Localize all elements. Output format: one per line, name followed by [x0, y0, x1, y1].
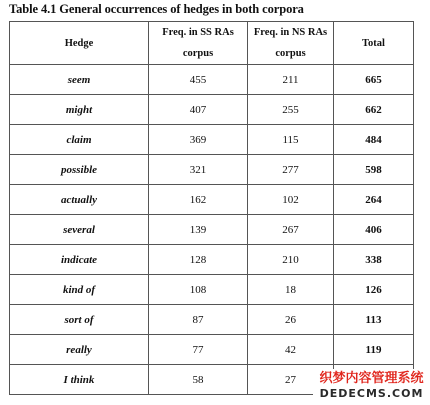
- header-hedge: Hedge: [10, 22, 149, 65]
- ns-freq-cell: 277: [248, 155, 334, 185]
- ns-freq-cell: 27: [248, 365, 334, 395]
- total-cell: 484: [334, 125, 414, 155]
- table-caption: Table 4.1 General occurrences of hedges in both corpora: [9, 2, 304, 16]
- hedge-cell: several: [10, 215, 149, 245]
- table-row: [10, 125, 414, 155]
- hedge-cell: possible: [10, 155, 149, 185]
- ss-freq-cell: 455: [149, 65, 248, 95]
- table-row: [10, 155, 414, 185]
- ns-freq-cell: 115: [248, 125, 334, 155]
- table-row: [10, 95, 414, 125]
- ss-freq-cell: 321: [149, 155, 248, 185]
- header-ss-freq: [149, 22, 248, 65]
- total-cell: 126: [334, 275, 414, 305]
- ss-freq-cell: 108: [149, 275, 248, 305]
- hedge-cell: really: [10, 335, 149, 365]
- total-cell: 264: [334, 185, 414, 215]
- total-cell: 598: [334, 155, 414, 185]
- hedge-cell: actually: [10, 185, 149, 215]
- header-ss-freq-line1: Freq. in SS RAs: [162, 27, 234, 38]
- header-ns-freq: [248, 22, 334, 65]
- total-cell: 662: [334, 95, 414, 125]
- ss-freq-cell: 162: [149, 185, 248, 215]
- hedge-cell: sort of: [10, 305, 149, 335]
- table-row: [10, 215, 414, 245]
- watermark-chinese-text: 织梦内容管理系统: [319, 371, 424, 386]
- ns-freq-cell: 26: [248, 305, 334, 335]
- hedge-cell: claim: [10, 125, 149, 155]
- table-row: [10, 275, 414, 305]
- watermark-domain-text: DEDECMS.COM: [319, 387, 424, 400]
- table-row: [10, 185, 414, 215]
- total-cell: 406: [334, 215, 414, 245]
- hedge-cell: seem: [10, 65, 149, 95]
- ss-freq-cell: 128: [149, 245, 248, 275]
- ss-freq-cell: 77: [149, 335, 248, 365]
- hedge-cell: kind of: [10, 275, 149, 305]
- ss-freq-cell: 139: [149, 215, 248, 245]
- site-watermark: [313, 369, 430, 405]
- header-total: Total: [334, 22, 414, 65]
- ns-freq-cell: 255: [248, 95, 334, 125]
- ns-freq-cell: 211: [248, 65, 334, 95]
- hedge-cell: indicate: [10, 245, 149, 275]
- ss-freq-cell: 87: [149, 305, 248, 335]
- ss-freq-cell: 58: [149, 365, 248, 395]
- table-row: [10, 65, 414, 95]
- header-ns-freq-line2: corpus: [275, 48, 306, 59]
- ns-freq-cell: 102: [248, 185, 334, 215]
- hedge-cell: I think: [10, 365, 149, 395]
- hedges-table: [9, 21, 414, 395]
- total-cell: 119: [334, 335, 414, 365]
- hedge-cell: might: [10, 95, 149, 125]
- ns-freq-cell: 18: [248, 275, 334, 305]
- total-cell: 665: [334, 65, 414, 95]
- ss-freq-cell: 407: [149, 95, 248, 125]
- ns-freq-cell: 210: [248, 245, 334, 275]
- header-ss-freq-line2: corpus: [182, 48, 214, 59]
- header-ns-freq-line1: Freq. in NS RAs: [253, 27, 328, 38]
- table-row: [10, 335, 414, 365]
- ns-freq-cell: 42: [248, 335, 334, 365]
- total-cell: 113: [334, 305, 414, 335]
- ss-freq-cell: 369: [149, 125, 248, 155]
- table-row: [10, 305, 414, 335]
- total-cell: 338: [334, 245, 414, 275]
- table-header-row: [10, 22, 414, 65]
- ns-freq-cell: 267: [248, 215, 334, 245]
- table-row: [10, 245, 414, 275]
